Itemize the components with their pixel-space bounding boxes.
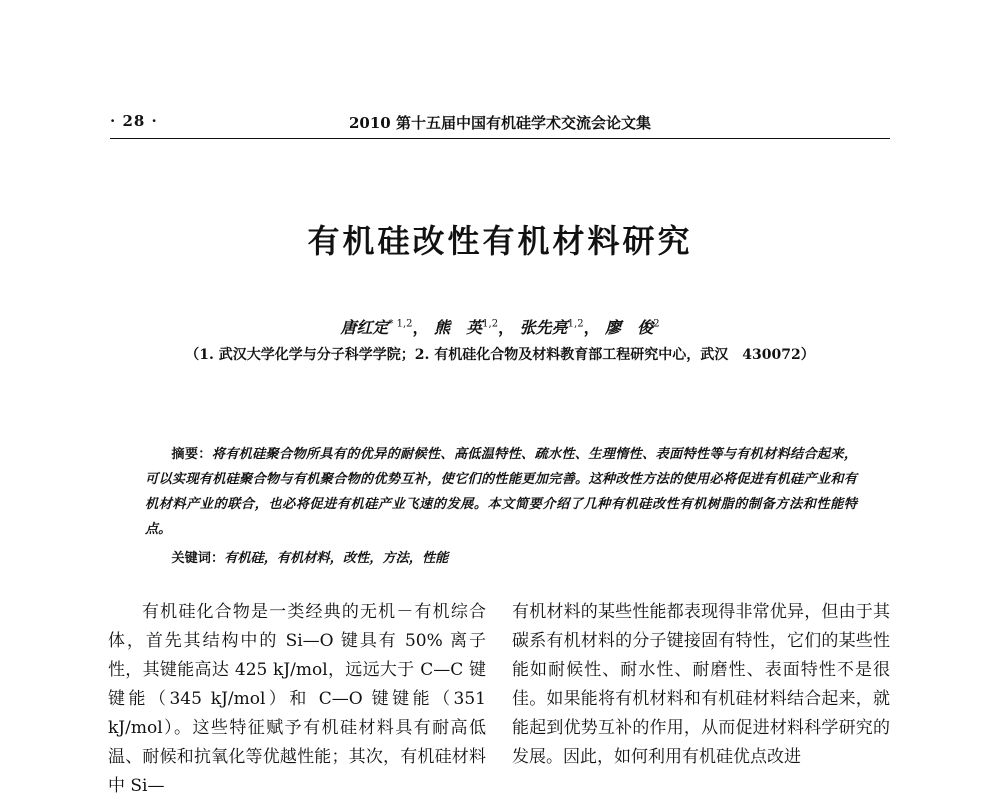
author-name: 唐红定 [340, 318, 389, 337]
author-name: 张先亮 [519, 318, 568, 337]
keywords-label: 关键词： [171, 551, 225, 566]
page-number: · 28 · [110, 112, 158, 130]
running-header [110, 112, 890, 134]
author-affiliation-mark: 1,2 [567, 318, 584, 330]
journal-title: 2010 第十五届中国有机硅学术交流会论文集 [349, 114, 651, 132]
keywords-text: 有机硅，有机材料，改性，方法，性能 [224, 551, 449, 566]
body-left-column: 有机硅化合物是一类经典的无机－有机综合体，首先其结构中的 Si—O 键具有 50% 离子性，其键能高达 425 kJ/mol，远远大于 C—C 键键能（345 kJ/mol）和 C—O 键键能（351 kJ/mol）。这些特征赋予有机硅材料具有耐高低温、耐候和抗氧化等优越性能；其次，有机硅材料中 Si— [108, 602, 486, 796]
author-list [0, 315, 1000, 338]
paper-title: 有机硅改性有机材料研究 [307, 222, 693, 260]
author-affiliation-mark: 1,2 [482, 318, 499, 330]
author-separator: ， [412, 318, 429, 337]
abstract-text: 将有机硅聚合物所具有的优异的耐候性、高低温特性、疏水性、生理惰性、表面特性等与有机材料结合起来，可以实现有机硅聚合物与有机聚合物的优势互补，使它们的性能更加完善。这种改性方法的使用必将促进有机硅产业和有机材料产业的联合，也必将促进有机硅产业飞速的发展。本文简要介绍了几种有机硅改性有机树脂的制备方法和性能特点。 [145, 447, 858, 537]
keywords [145, 546, 857, 571]
body-right-column: 有机材料的某些性能都表现得非常优异，但由于其碳系有机材料的分子键接固有特性，它们的某些性能如耐候性、耐水性、耐磨性、表面特性不是很佳。如果能将有机材料和有机硅材料结合起来，就能起到优势互补的作用，从而促进材料科学研究的发展。因此，如何利用有机硅优点改进 [512, 602, 890, 767]
header-rule [110, 138, 890, 139]
author-name: 廖 俊 [605, 318, 654, 337]
author-affiliation-mark: 2 [653, 318, 660, 330]
affiliation: （1. 武汉大学化学与分子科学学院；2. 有机硅化合物及材料教育部工程研究中心，武汉 430072） [185, 347, 815, 363]
abstract-label: 摘要： [171, 447, 212, 462]
author-affiliation-mark: * 1,2 [388, 318, 413, 330]
abstract [145, 442, 857, 542]
author-separator: ， [583, 318, 600, 337]
author-separator: ， [498, 318, 515, 337]
author-name: 熊 英 [434, 318, 483, 337]
